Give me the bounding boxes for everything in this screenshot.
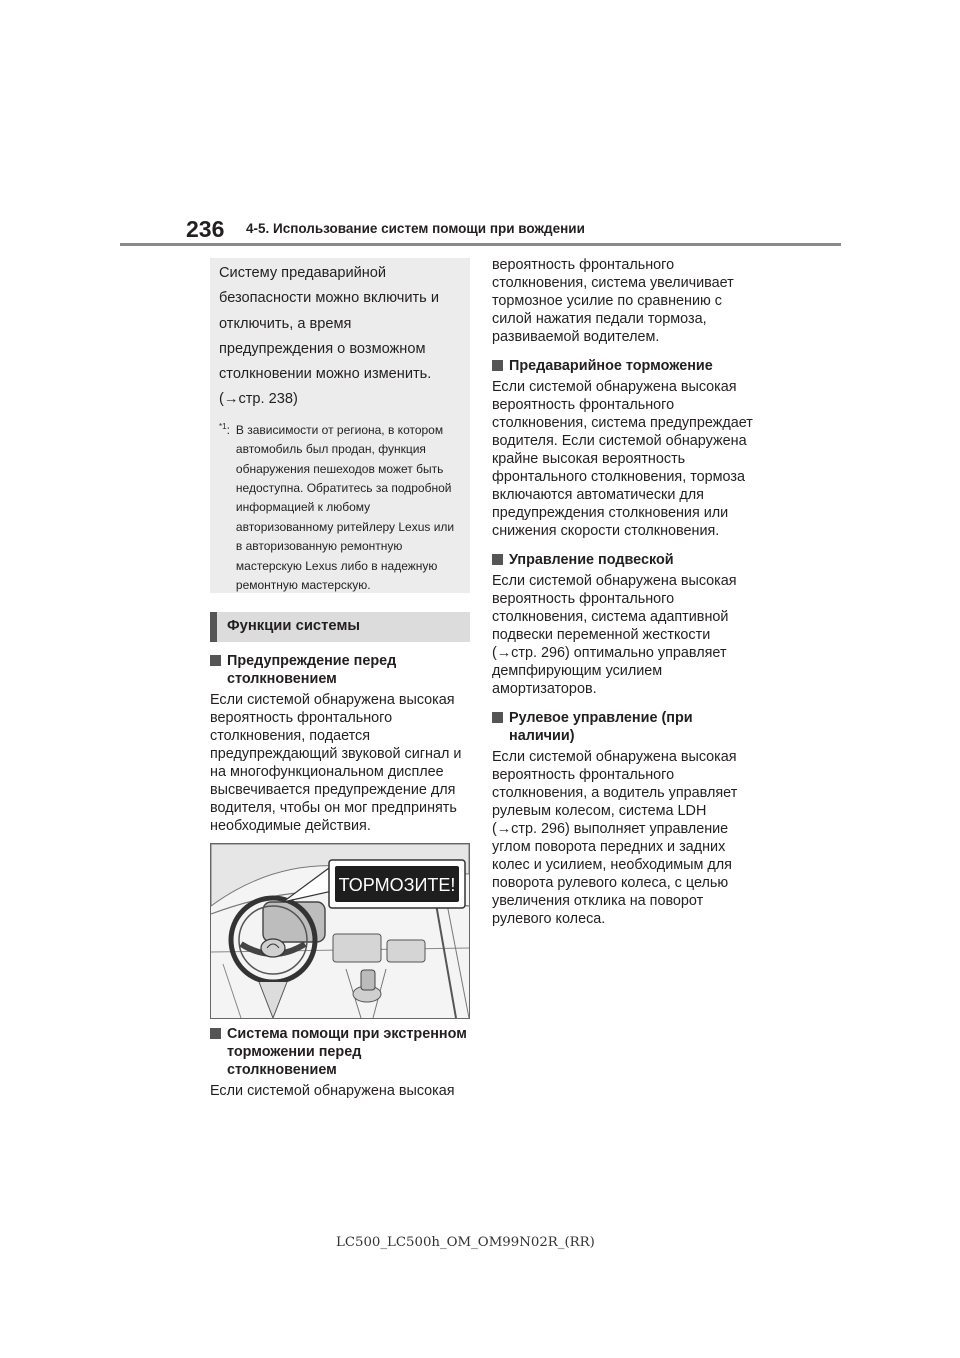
footnote-text: В зависимости от региона, в котором автомобиль был продан, функция обнаружения пешеходов может быть недоступна. Обратитесь за подробной информацией к любому авторизованному ритейлеру Lexus или в авторизованную ремонтную мастерскую Lexus либо в надежную ремонтную мастерскую.	[235, 422, 455, 593]
square-bullet-icon	[210, 655, 221, 666]
subsection-title: Предупреждение перед столкновением	[227, 653, 397, 687]
subsection-brake-assist-text-start: Если системой обнаружена высокая	[210, 1083, 455, 1099]
functions-heading	[210, 612, 470, 642]
subsection-warning-title	[210, 652, 472, 688]
left-column-lower	[210, 1025, 472, 1100]
functions-heading-label: Функции системы	[227, 618, 361, 634]
subsection-steering-title	[492, 709, 754, 745]
subsection-title: Система помощи при экстренном торможении перед столкновением	[227, 1026, 467, 1078]
note-main-text: Систему предаварийной безопасности можно включить и отключить, а время предупреждения о возможном столкновении можно изменить. (→стр. 238)	[219, 265, 439, 408]
square-bullet-icon	[492, 360, 503, 371]
footnote-mark-wrap	[219, 421, 230, 596]
right-column	[492, 256, 754, 928]
left-column	[210, 652, 472, 835]
footnote-sep: :	[226, 422, 230, 437]
header-rule	[120, 243, 841, 246]
dashboard-drawing	[211, 844, 469, 1018]
subsection-steering-text: Если системой обнаружена высокая вероятность фронтального столкновения, а водитель управляет рулевым колесом, система LDH (→стр. 296) выполняет управление углом поворота передних и задних колес и усилием, необходимым для поворота рулевого колеса, с целью увеличения отклика на поворот рулевого колеса.	[492, 749, 738, 927]
subsection-brake-assist-text-cont: вероятность фронтального столкновения, система увеличивает тормозное усилие по сравнению с силой нажатия педали тормоза, развиваемой водителем.	[492, 257, 734, 345]
square-bullet-icon	[492, 554, 503, 565]
subsection-title: Рулевое управление (при наличии)	[509, 710, 693, 744]
note-box	[210, 258, 470, 593]
subsection-warning-text: Если системой обнаружена высокая вероятность фронтального столкновения, подается предупреждающий звуковой сигнал и на многофункциональном дисплее высвечивается предупреждение для водителя, чтобы он мог предпринять необходимые действия.	[210, 692, 462, 834]
footnote	[219, 421, 462, 596]
subsection-pre-braking-title	[492, 357, 754, 375]
heading-accent-bar	[210, 612, 217, 642]
subsection-title: Предаварийное торможение	[509, 358, 713, 374]
section-title: 4-5. Использование систем помощи при вождении	[246, 221, 585, 236]
square-bullet-icon	[492, 712, 503, 723]
subsection-suspension-title	[492, 551, 754, 569]
page-number: 236	[186, 216, 225, 242]
subsection-title: Управление подвеской	[509, 552, 674, 568]
document-footer-code: LC500_LC500h_OM_OM99N02R_(RR)	[336, 1235, 595, 1250]
subsection-suspension-text: Если системой обнаружена высокая вероятность фронтального столкновения, система адаптивной подвески переменной жесткости (→стр. 296) оптимально управляет демпфирующим усилием амортизаторов.	[492, 573, 737, 697]
dashboard-illustration	[210, 843, 470, 1019]
subsection-brake-assist-title	[210, 1025, 472, 1079]
subsection-pre-braking-text: Если системой обнаружена высокая вероятность фронтального столкновения, система предупреждает водителя. Если системой обнаружена крайне высокая вероятность фронтального столкновения, тормоза включаются автоматически для предупреждения столкновения или снижения скорости столкновения.	[492, 379, 753, 539]
footnote-mark: *1	[219, 421, 227, 431]
square-bullet-icon	[210, 1028, 221, 1039]
display-message: ТОРМОЗИТЕ!	[338, 875, 456, 895]
